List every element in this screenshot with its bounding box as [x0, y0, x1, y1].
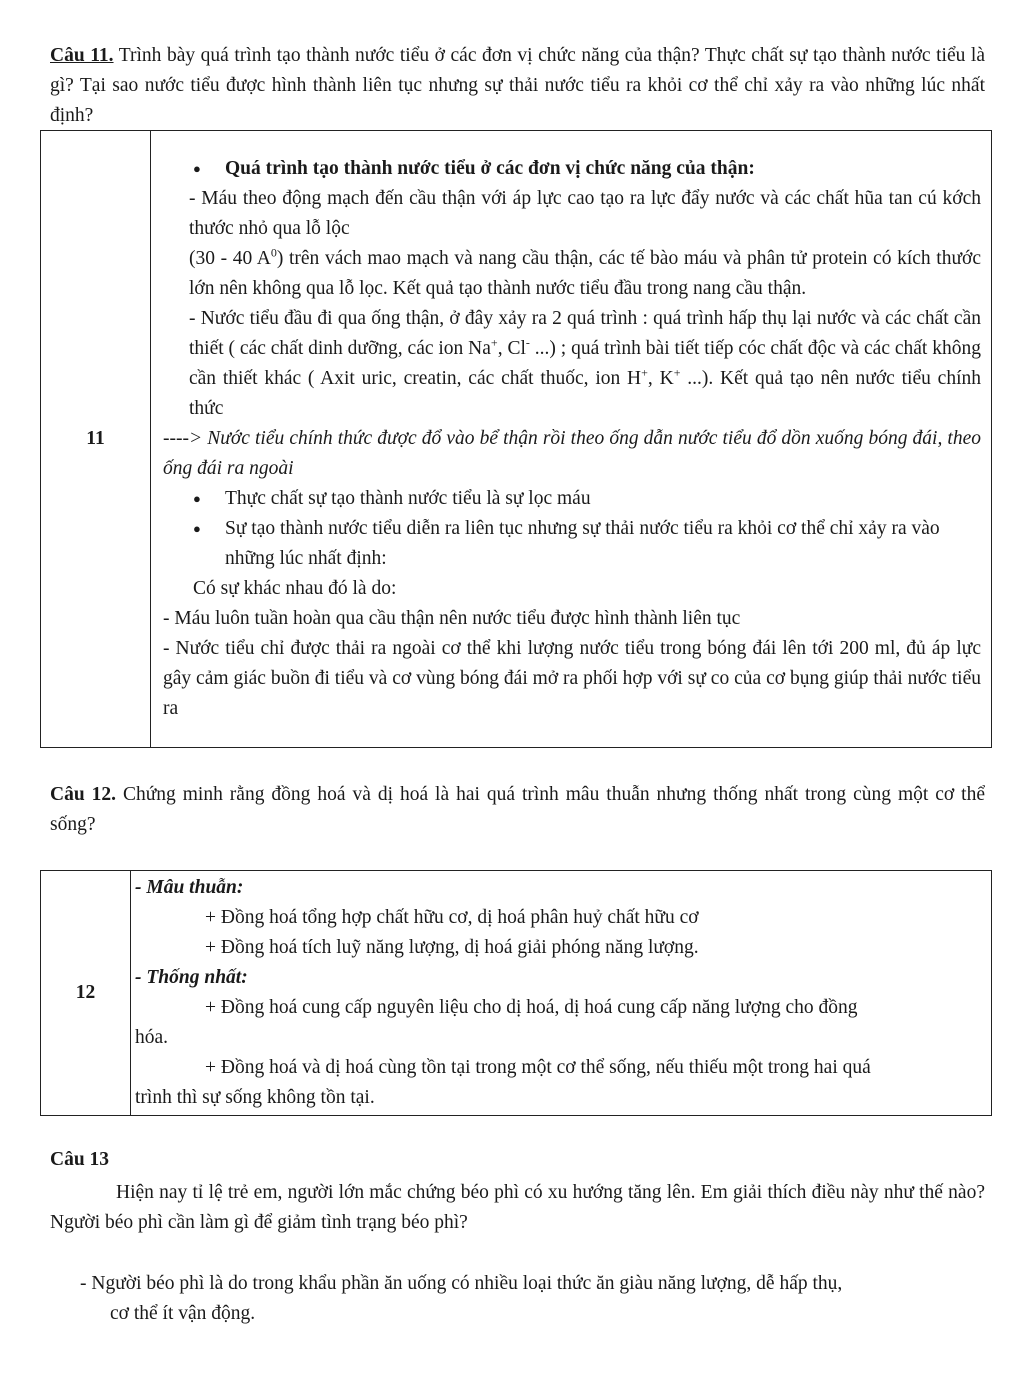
unity-point-1-line-1: + Đồng hoá cung cấp nguyên liệu cho dị hoá, dị hoá cung cấp năng lượng cho đồng — [205, 997, 858, 1018]
answer-table-11 — [40, 130, 992, 748]
unity-point-2-line-1: + Đồng hoá và dị hoá cùng tồn tại trong một cơ thể sống, nếu thiếu một trong hai quá — [205, 1057, 871, 1078]
answer-13-line-1: - Người béo phì là do trong khẩu phần ăn uống có nhiều loại thức ăn giàu năng lượng, dễ hấp thụ, — [80, 1273, 843, 1294]
question-13-text: Hiện nay tỉ lệ trẻ em, người lớn mắc chứng béo phì có xu hướng tăng lên. Em giải thích điều này như thế nào? Người béo phì cần làm gì để giảm tình trạng béo phì? — [50, 1182, 985, 1233]
bullet-continuous-formation: ● Sự tạo thành nước tiểu diễn ra liên tục nhưng sự thải nước tiểu ra khỏi cơ thể chỉ xảy ra vào những lúc nhất định: — [163, 514, 981, 574]
question-11-prompt — [50, 41, 985, 131]
question-12-label: Câu 12. — [50, 784, 117, 805]
question-13-prompt — [50, 1178, 985, 1238]
question-11-label: Câu 11. — [50, 45, 114, 66]
answer-number-11: 11 — [41, 131, 151, 748]
heading-contradiction: - Mâu thuẫn: — [135, 877, 244, 898]
answer-number-12: 12 — [41, 871, 131, 1116]
paragraph-reason-1: - Máu luôn tuần hoàn qua cầu thận nên nước tiểu được hình thành liên tục — [163, 608, 741, 629]
unity-point-2-line-2: trình thì sự sống không tồn tại. — [135, 1087, 375, 1108]
heading-unity: - Thống nhất: — [135, 967, 248, 988]
question-12-prompt — [50, 780, 985, 840]
question-12-text: Chứng minh rằng đồng hoá và dị hoá là hai quá trình mâu thuẫn nhưng thống nhất trong cùng một cơ thể sống? — [50, 784, 985, 835]
unity-point-1-line-2: hóa. — [135, 1027, 169, 1048]
paragraph-renal-tubule: - Nước tiểu đầu đi qua ống thận, ở đây xảy ra 2 quá trình : quá trình hấp thụ lại nước và các chất cần thiết ( các chất dinh dưỡng, các ion Na+, Cl- ...) ; quá trình bài tiết tiếp cóc chất độc và các chất không cần thiết khác ( Axit uric, creatin, các chất thuốc, ion H+, K+ ...). Kết quả tạo nên nước tiểu chính thức — [189, 308, 981, 419]
answer-cell-12 — [131, 871, 992, 1116]
answer-cell-11 — [151, 131, 992, 748]
question-11-text: Trình bày quá trình tạo thành nước tiểu ở các đơn vị chức năng của thận? Thực chất sự tạo thành nước tiểu là gì? Tại sao nước tiểu được hình thành liên tục nhưng sự thải nước tiểu ra khỏi cơ thể chỉ xảy ra vào những lúc nhất định? — [50, 45, 985, 126]
answer-table-12 — [40, 870, 992, 1116]
paragraph-urine-path: ----> Nước tiểu chính thức được đổ vào bể thận rồi theo ống dẫn nước tiểu đổ dồn xuống bóng đái, theo ống đái ra ngoài — [163, 428, 981, 479]
question-13-label: Câu 13 — [50, 1149, 110, 1170]
contradiction-point-2: + Đồng hoá tích luỹ năng lượng, dị hoá giải phóng năng lượng. — [205, 937, 699, 958]
answer-13-line-2: cơ thể ít vận động. — [110, 1303, 256, 1324]
paragraph-blood-filtration: - Máu theo động mạch đến cầu thận với áp lực cao tạo ra lực đẩy nước và các chất hũa tan cú kớch thước nhỏ qua lỗ lộc — [189, 188, 981, 239]
bullet-formation-process: ● Quá trình tạo thành nước tiểu ở các đơn vị chức năng của thận: — [163, 154, 981, 184]
question-13-answer — [80, 1269, 985, 1329]
question-13-label-block — [50, 1145, 985, 1175]
contradiction-point-1: + Đồng hoá tổng hợp chất hữu cơ, dị hoá phân huỷ chất hữu cơ — [205, 907, 699, 928]
paragraph-reason-2: - Nước tiểu chỉ được thải ra ngoài cơ thể khi lượng nước tiểu trong bóng đái lên tới 200 ml, đủ áp lực gây cảm giác buồn đi tiểu và cơ vùng bóng đái mở ra phối hợp với sự co của cơ bụng giúp thải nước tiểu ra — [163, 638, 981, 719]
paragraph-filter-pore: (30 - 40 $A^0$) trên vách mao mạch và nang cầu thận, các tế bào máu và phân tử protein có kích thước lớn nên không qua lỗ lọc. Kết quả tạo thành nước tiểu đầu trong nang cầu thận. — [189, 245, 981, 299]
bullet-essence: ● Thực chất sự tạo thành nước tiểu là sự lọc máu — [163, 484, 981, 514]
paragraph-reason-intro: Có sự khác nhau đó là do: — [193, 578, 397, 599]
